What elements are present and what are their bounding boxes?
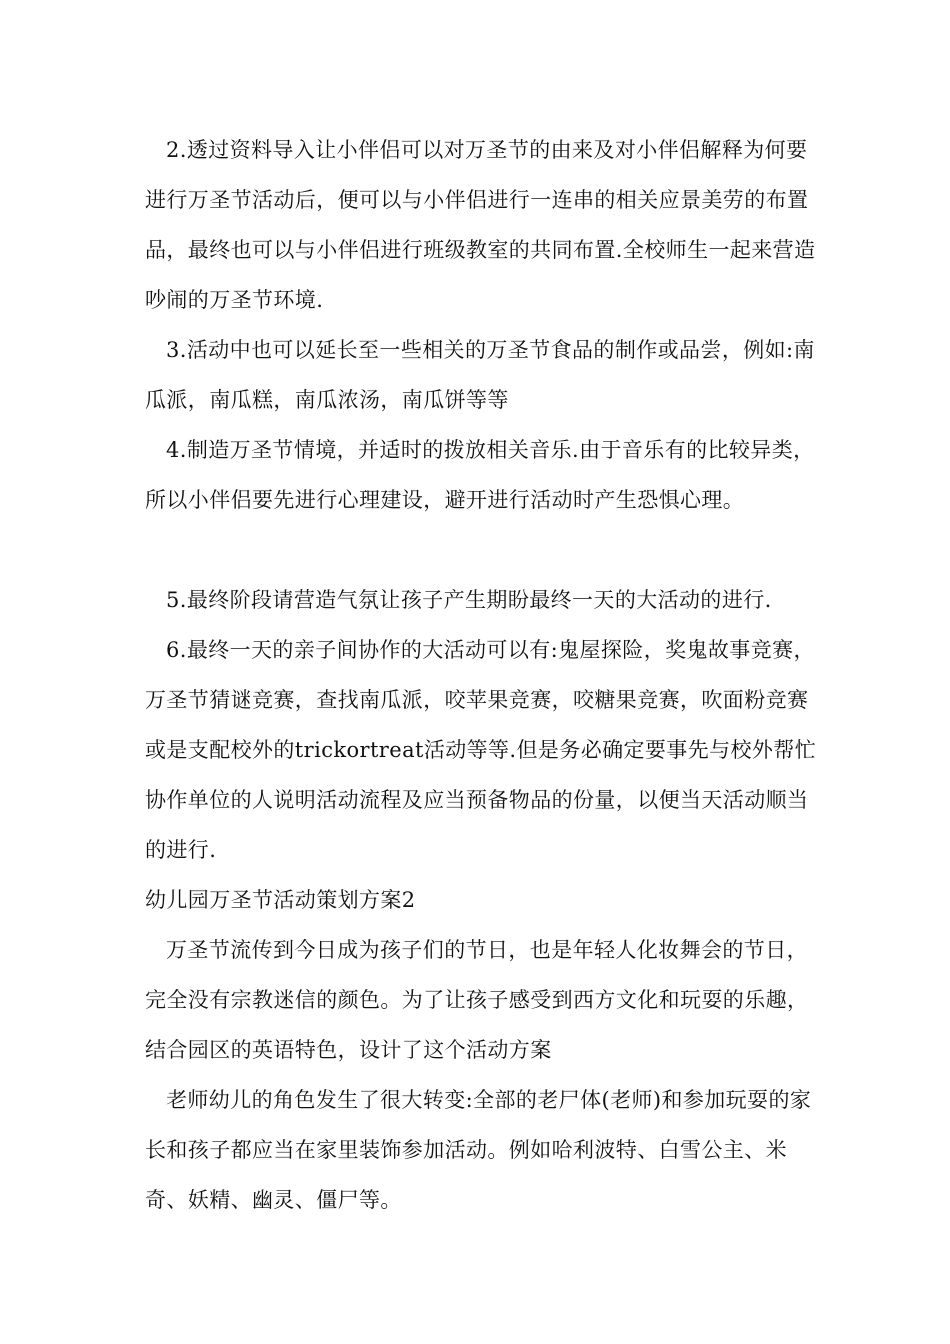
- document-body: [145, 125, 825, 1225]
- section-paragraph-1: 万圣节流传到今日成为孩子们的节日，也是年轻人化妆舞会的节日，完全没有宗教迷信的颜色。为了让孩子感受到西方文化和玩耍的乐趣，结合园区的英语特色，设计了这个活动方案: [145, 938, 809, 1062]
- paragraph-spacer: [145, 525, 825, 575]
- paragraph-item-2: 2.透过资料导入让小伴侣可以对万圣节的由来及对小伴侣解释为何要进行万圣节活动后，便可以与小伴侣进行一连串的相关应景美劳的布置品，最终也可以与小伴侣进行班级教室的共同布置.全校师生一起来营造吵闹的万圣节环境.: [145, 138, 816, 312]
- paragraph-item-3: 3.活动中也可以延长至一些相关的万圣节食品的制作或品尝，例如:南瓜派，南瓜糕，南瓜浓汤，南瓜饼等等: [145, 338, 815, 412]
- section-paragraph-2: 老师幼儿的角色发生了很大转变:全部的老尸体(老师)和参加玩耍的家长和孩子都应当在家里装饰参加活动。例如哈利波特、白雪公主、米奇、妖精、幽灵、僵尸等。: [145, 1088, 812, 1212]
- paragraph-item-4: 4.制造万圣节情境，并适时的拨放相关音乐.由于音乐有的比较异类，所以小伴侣要先进行心理建设，避开进行活动时产生恐惧心理。: [145, 438, 815, 512]
- paragraph-item-6: 6.最终一天的亲子间协作的大活动可以有:鬼屋探险，奖鬼故事竞赛，万圣节猜谜竞赛，查找南瓜派，咬苹果竞赛，咬糖果竞赛，吹面粉竞赛或是支配校外的trickortreat活动等等.但是务必确定要事先与校外帮忙协作单位的人说明活动流程及应当预备物品的份量，以便当天活动顺当的进行.: [145, 638, 817, 862]
- paragraph-item-5: 5.最终阶段请营造气氛让孩子产生期盼最终一天的大活动的进行.: [166, 588, 772, 612]
- section-title: 幼儿园万圣节活动策划方案2: [145, 888, 416, 912]
